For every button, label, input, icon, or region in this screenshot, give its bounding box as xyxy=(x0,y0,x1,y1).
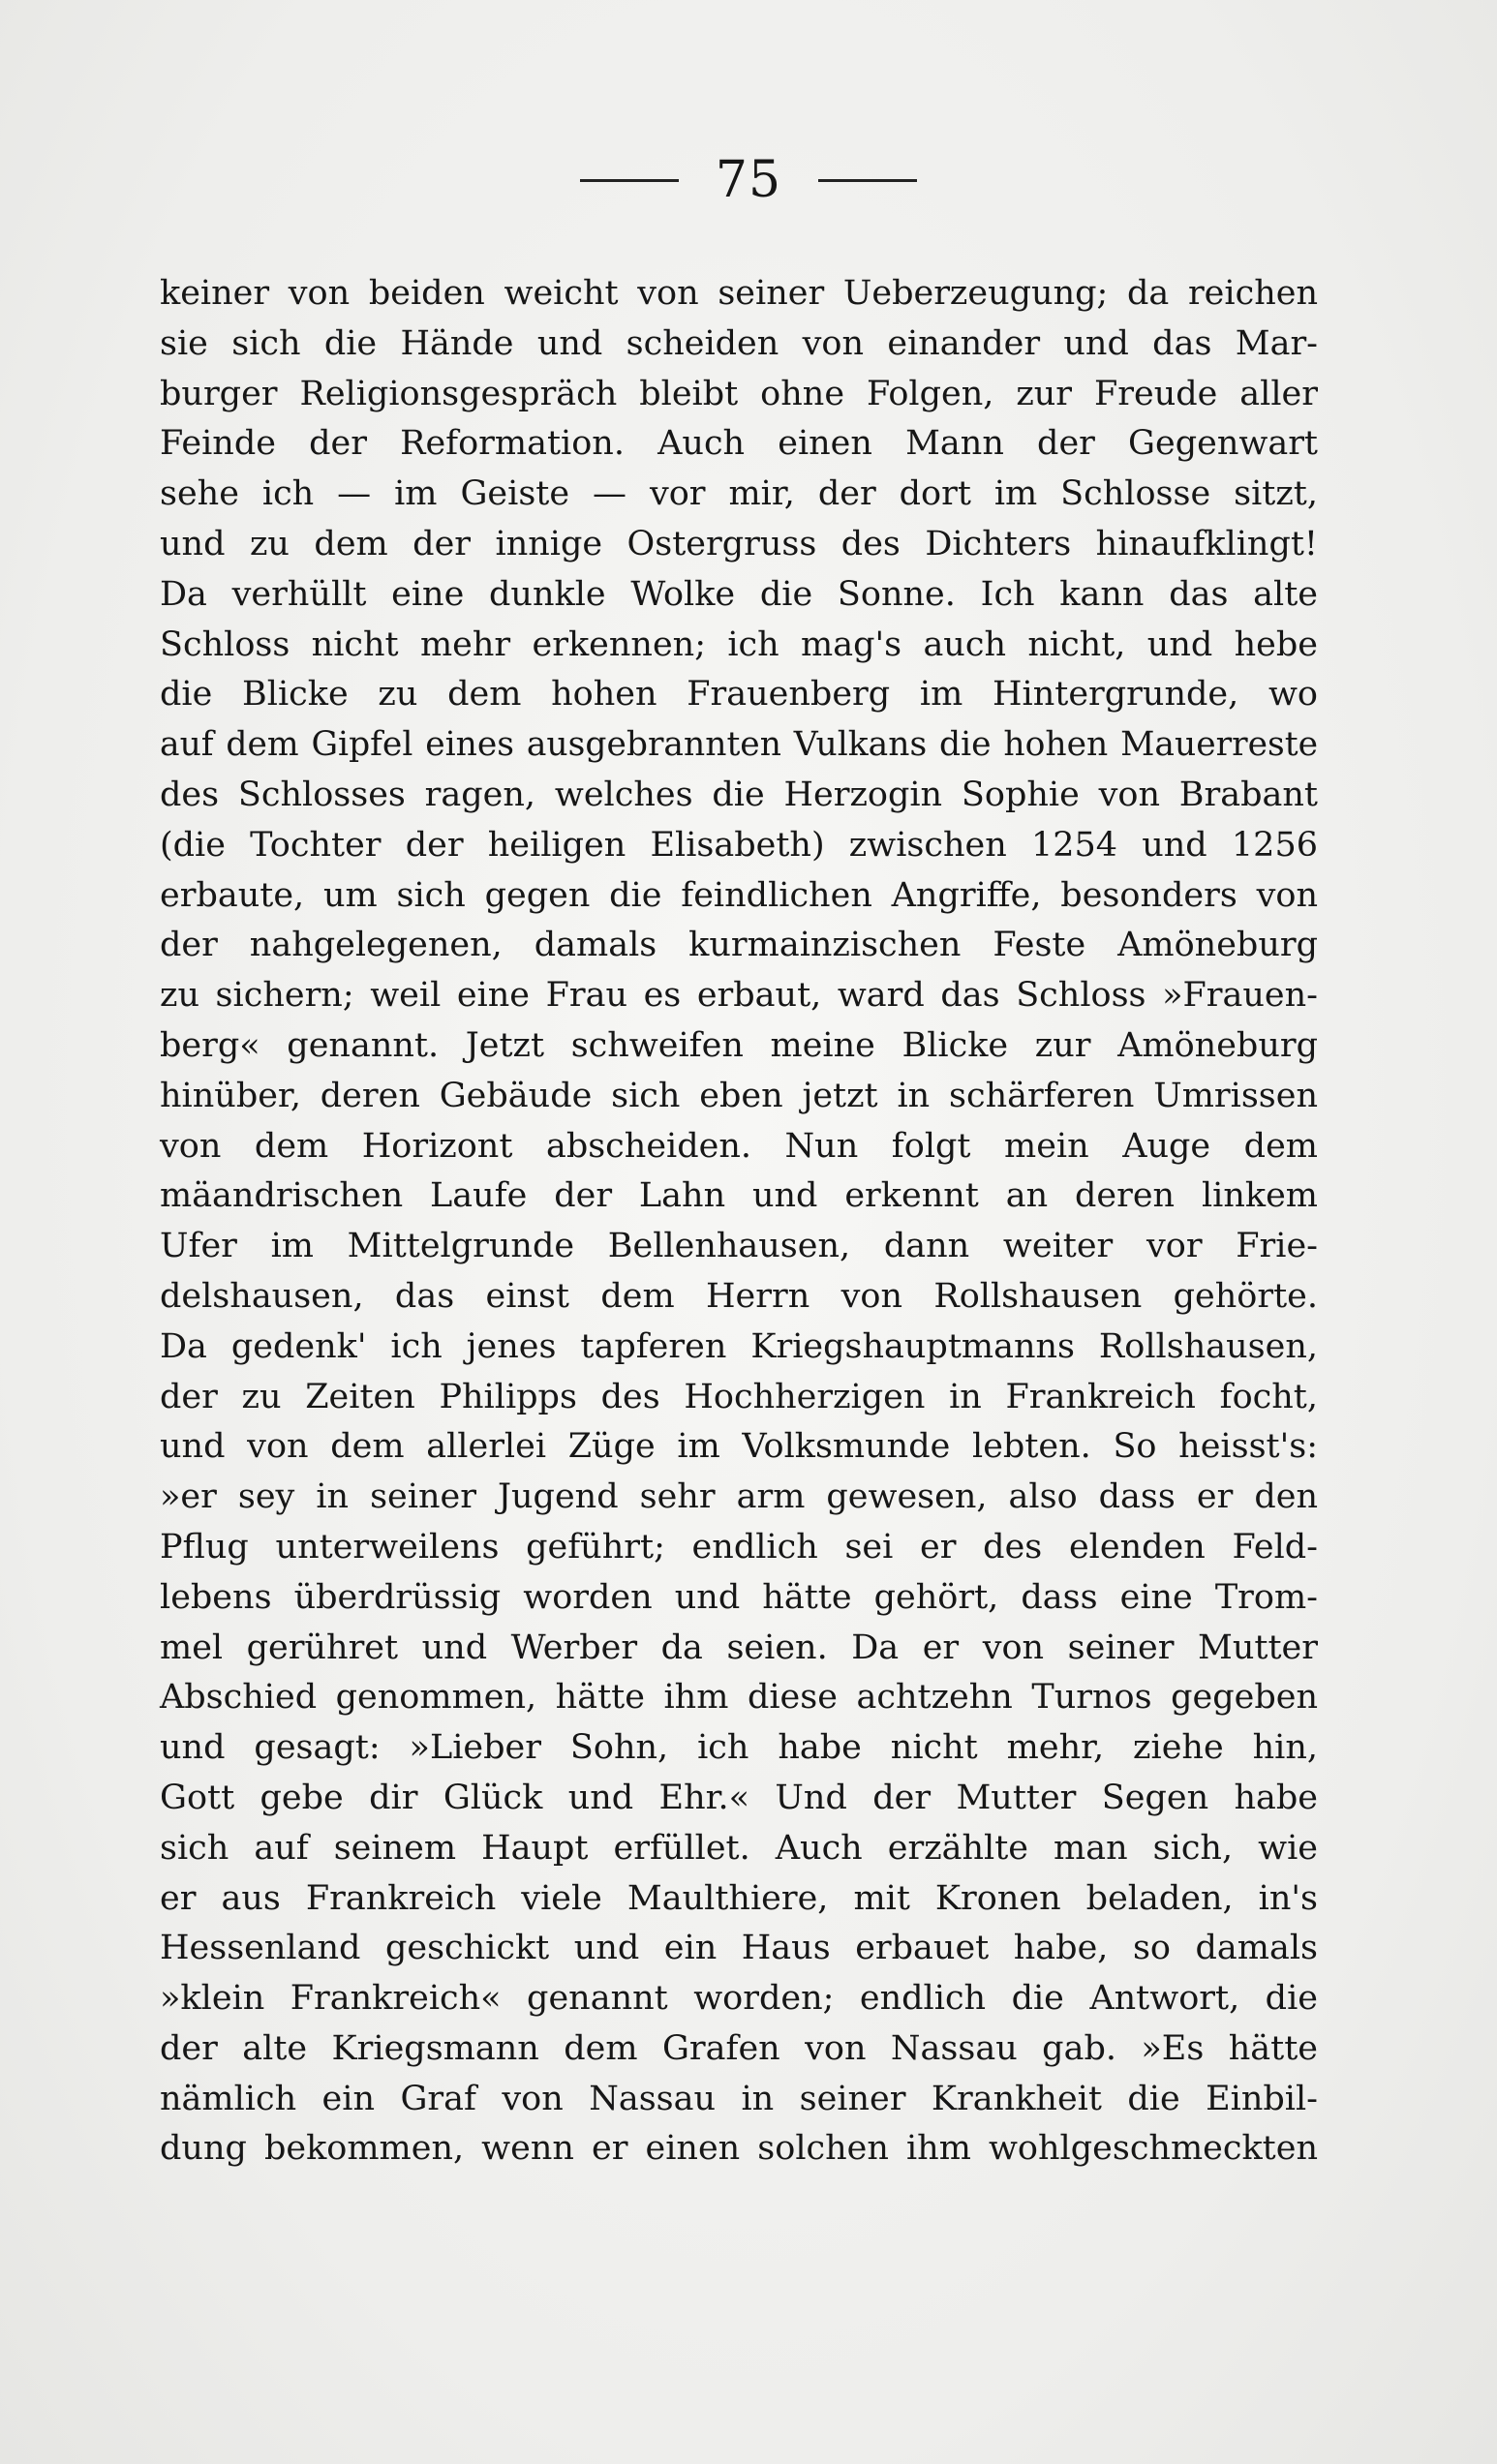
text-line: Da gedenk' ich jenes tapferen Kriegshauptmanns Rollshausen, xyxy=(160,1326,1318,1366)
text-line: Abschied genommen, hätte ihm diese achtzehn Turnos gegeben xyxy=(160,1678,1318,1718)
text-line: (die Tochter der heiligen Elisabeth) zwischen 1254 und 1256 xyxy=(160,825,1318,865)
text-line: der zu Zeiten Philipps des Hochherzigen in Frankreich focht, xyxy=(160,1377,1318,1416)
text-line: und gesagt: »Lieber Sohn, ich habe nicht mehr, ziehe hin, xyxy=(160,1728,1318,1768)
text-line: burger Religionsgespräch bleibt ohne Folgen, zur Freude aller xyxy=(160,374,1318,413)
header-dash-right xyxy=(818,179,917,182)
text-line: Ufer im Mittelgrunde Bellenhausen, dann weiter vor Frie- xyxy=(160,1227,1318,1266)
text-line: er aus Frankreich viele Maulthiere, mit Kronen beladen, in's xyxy=(160,1878,1318,1918)
text-line: auf dem Gipfel eines ausgebrannten Vulkans die hohen Mauerreste xyxy=(160,725,1318,765)
text-line: mäandrischen Laufe der Lahn und erkennt an deren linkem xyxy=(160,1176,1318,1216)
text-line: Hessenland geschickt und ein Haus erbauet habe, so damals xyxy=(160,1929,1318,1968)
header-dash-left xyxy=(580,179,679,182)
text-line: Pflug unterweilens geführt; endlich sei er des elenden Feld- xyxy=(160,1527,1318,1567)
text-line: berg« genannt. Jetzt schweifen meine Blicke zur Amöneburg xyxy=(160,1025,1318,1065)
text-line: der nahgelegenen, damals kurmainzischen Feste Amöneburg xyxy=(160,926,1318,965)
text-line: und zu dem der innige Ostergruss des Dichters hinaufklingt! xyxy=(160,524,1318,563)
page-number: 75 xyxy=(715,151,782,209)
text-line: keiner von beiden weicht von seiner Ueberzeugung; da reichen xyxy=(160,274,1318,313)
text-line: Da verhüllt eine dunkle Wolke die Sonne. Ich kann das alte xyxy=(160,574,1318,614)
text-line: »er sey in seiner Jugend sehr arm gewesen, also dass er den xyxy=(160,1477,1318,1517)
text-line: zu sichern; weil eine Frau es erbaut, ward das Schloss »Frauen- xyxy=(160,976,1318,1016)
text-line: lebens überdrüssig worden und hätte gehört, dass eine Trom- xyxy=(160,1577,1318,1617)
text-line: dung bekommen, wenn er einen solchen ihm wohlgeschmeckten xyxy=(160,2129,1318,2169)
text-line: sie sich die Hände und scheiden von einander und das Mar- xyxy=(160,323,1318,363)
text-line: erbaute, um sich gegen die feindlichen Angriffe, besonders von xyxy=(160,875,1318,915)
page-header xyxy=(0,151,1497,209)
text-line: hinüber, deren Gebäude sich eben jetzt in schärferen Umrissen xyxy=(160,1076,1318,1115)
text-line: nämlich ein Graf von Nassau in seiner Krankheit die Einbil- xyxy=(160,2079,1318,2118)
text-line: Schloss nicht mehr erkennen; ich mag's auch nicht, und hebe xyxy=(160,624,1318,664)
text-line: und von dem allerlei Züge im Volksmunde lebten. So heisst's: xyxy=(160,1427,1318,1467)
text-line: des Schlosses ragen, welches die Herzogin Sophie von Brabant xyxy=(160,775,1318,814)
text-line: sehe ich — im Geiste — vor mir, der dort im Schlosse sitzt, xyxy=(160,474,1318,514)
text-line: delshausen, das einst dem Herrn von Rollshausen gehörte. xyxy=(160,1276,1318,1316)
text-line: mel gerühret und Werber da seien. Da er von seiner Mutter xyxy=(160,1627,1318,1667)
text-line: der alte Kriegsmann dem Grafen von Nassau gab. »Es hätte xyxy=(160,2028,1318,2068)
text-line: die Blicke zu dem hohen Frauenberg im Hintergrunde, wo xyxy=(160,675,1318,715)
text-line: von dem Horizont abscheiden. Nun folgt mein Auge dem xyxy=(160,1126,1318,1166)
body-text xyxy=(160,269,1318,2175)
text-line: Gott gebe dir Glück und Ehr.« Und der Mutter Segen habe xyxy=(160,1778,1318,1817)
text-line: »klein Frankreich« genannt worden; endlich die Antwort, die xyxy=(160,1979,1318,2019)
text-line: Feinde der Reformation. Auch einen Mann der Gegenwart xyxy=(160,424,1318,464)
text-line: sich auf seinem Haupt erfüllet. Auch erzählte man sich, wie xyxy=(160,1828,1318,1868)
